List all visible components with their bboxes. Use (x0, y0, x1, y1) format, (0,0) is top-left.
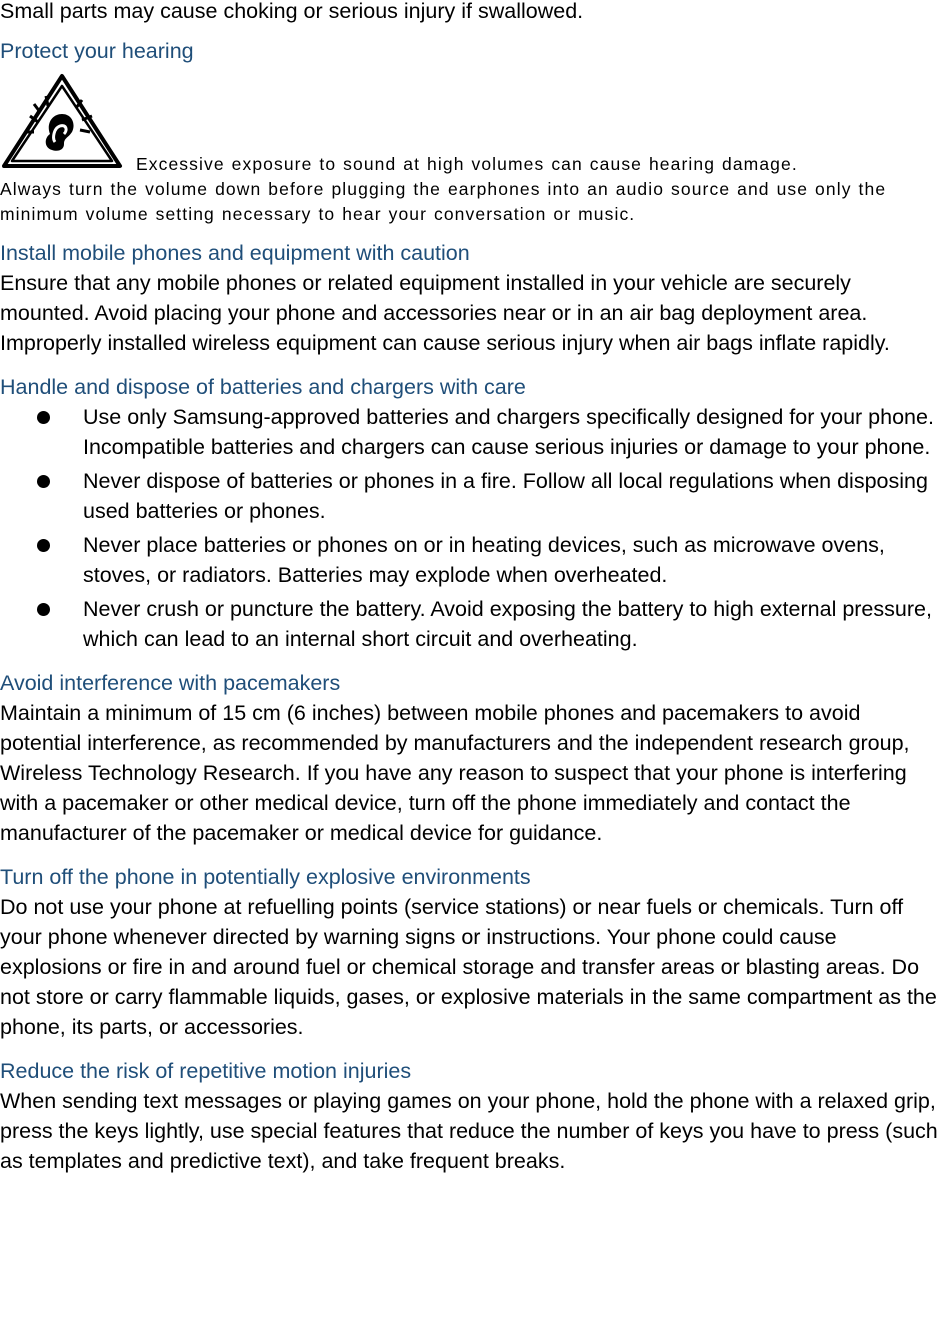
pacemakers-body: Maintain a minimum of 15 cm (6 inches) between mobile phones and pacemakers to avoid potential interference, as recommended by manufacturers and the independent research group, Wireless Technology Research. If you have any reason to suspect that your phone is interfering with a pacemaker or other medical device, turn off the phone immediately and contact the manufacturer of the pacemaker or medical device for guidance. (0, 701, 910, 845)
list-item (0, 402, 938, 462)
bullet-icon (37, 539, 50, 552)
list-item (0, 594, 938, 654)
list-item-text: Never place batteries or phones on or in heating devices, such as microwave ovens, stoves, or radiators. Batteries may explode when overheated. (83, 533, 885, 587)
explosive-body: Do not use your phone at refuelling points (service stations) or near fuels or chemicals. Turn off your phone whenever directed by warning signs or instructions. Your phone could cause explosions or fire in and around fuel or chemical storage and transfer areas or blasting areas. Do not store or carry flammable liquids, gases, or explosive materials in the same compartment as the phone, its parts, or accessories. (0, 895, 937, 1039)
bullet-icon (37, 411, 50, 424)
heading-batteries: Handle and dispose of batteries and chargers with care (0, 375, 526, 399)
bullet-icon (37, 603, 50, 616)
heading-explosive: Turn off the phone in potentially explosive environments (0, 865, 531, 889)
battery-list (0, 402, 938, 654)
hearing-warning-block (0, 72, 938, 227)
install-body: Ensure that any mobile phones or related equipment installed in your vehicle are securely mounted. Avoid placing your phone and accessories near or in an air bag deployment area. Improperly installed wireless equipment can cause serious injury when air bags inflate rapidly. (0, 271, 890, 355)
list-item (0, 466, 938, 526)
hearing-warning-line2: Always turn the volume down before plugging the earphones into an audio source and use only the minimum volume setting necessary to hear your conversation or music. (0, 179, 887, 224)
bullet-icon (37, 475, 50, 488)
hearing-warning-text (0, 72, 938, 227)
list-item (0, 530, 938, 590)
list-item-text: Use only Samsung-approved batteries and chargers specifically designed for your phone. Incompatible batteries and chargers can cause serious injuries or damage to your phone. (83, 405, 934, 459)
heading-repetitive-motion: Reduce the risk of repetitive motion injuries (0, 1059, 412, 1083)
hearing-warning-line1: Excessive exposure to sound at high volumes can cause hearing damage. (136, 154, 798, 174)
heading-pacemakers: Avoid interference with pacemakers (0, 671, 341, 695)
hearing-warning-icon (0, 72, 124, 170)
intro-text: Small parts may cause choking or serious injury if swallowed. (0, 0, 584, 23)
list-item-text: Never dispose of batteries or phones in a fire. Follow all local regulations when disposing used batteries or phones. (83, 469, 928, 523)
list-item-text: Never crush or puncture the battery. Avoid exposing the battery to high external pressure, which can lead to an internal short circuit and overheating. (83, 597, 932, 651)
heading-install-equipment: Install mobile phones and equipment with caution (0, 241, 470, 265)
repetitive-body: When sending text messages or playing games on your phone, hold the phone with a relaxed grip, press the keys lightly, use special features that reduce the number of keys you have to press (such as templates and predictive text), and take frequent breaks. (0, 1089, 938, 1173)
heading-protect-hearing: Protect your hearing (0, 39, 194, 63)
